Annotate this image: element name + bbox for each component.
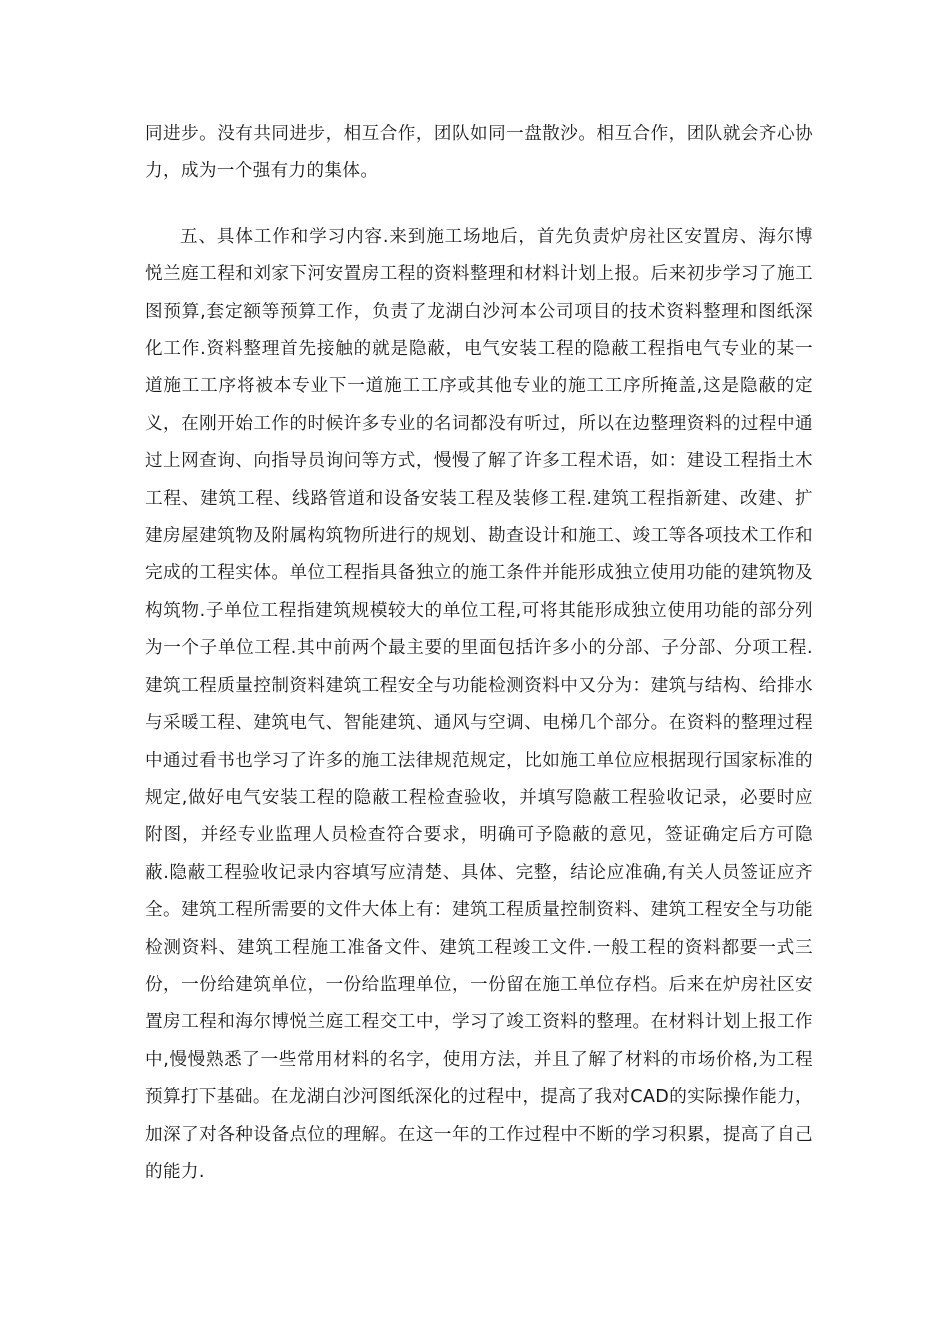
paragraph-continuation: 同进步。没有共同进步，相互合作，团队如同一盘散沙。相互合作，团队就会齐心协力，成为一个强有力的集体。 [145,124,813,182]
document-body [145,116,813,1191]
paragraph-work-and-study: 五、具体工作和学习内容.来到施工场地后，首先负责炉房社区安置房、海尔博悦兰庭工程和刘家下河安置房工程的资料整理和材料计划上报。后来初步学习了施工图预算,套定额等预算工作，负责了龙湖白沙河本公司项目的技术资料整理和图纸深化工作.资料整理首先接触的就是隐蔽，电气安装工程的隐蔽工程指电气专业的某一道施工工序将被本专业下一道施工工序或其他专业的施工工序所掩盖,这是隐蔽的定义，在刚开始工作的时候许多专业的名词都没有听过，所以在边整理资料的过程中通过上网查询、向指导员询问等方式，慢慢了解了许多工程术语，如：建设工程指土木工程、建筑工程、线路管道和设备安装工程及装修工程.建筑工程指新建、改建、扩建房屋建筑物及附属构筑物所进行的规划、勘查设计和施工、竣工等各项技术工作和完成的工程实体。单位工程指具备独立的施工条件并能形成独立使用功能的建筑物及构筑物.子单位工程指建筑规模较大的单位工程,可将其能形成独立使用功能的部分列为一个子单位工程.其中前两个最主要的里面包括许多小的分部、子分部、分项工程.建筑工程质量控制资料建筑工程安全与功能检测资料中又分为：建筑与结构、给排水与采暖工程、建筑电气、智能建筑、通风与空调、电梯几个部分。在资料的整理过程中通过看书也学习了许多的施工法律规范规定，比如施工单位应根据现行国家标准的规定,做好电气安装工程的隐蔽工程检查验收，并填写隐蔽工程验收记录，必要时应附图，并经专业监理人员检查符合要求，明确可予隐蔽的意见，签证确定后方可隐蔽.隐蔽工程验收记录内容填写应清楚、具体、完整，结论应准确,有关人员签证应齐全。建筑工程所需要的文件大体上有：建筑工程质量控制资料、建筑工程安全与功能检测资料、建筑工程施工准备文件、建筑工程竣工文件.一般工程的资料都要一式三份，一份给建筑单位，一份给监理单位，一份留在施工单位存档。后来在炉房社区安置房工程和海尔博悦兰庭工程交工中，学习了竣工资料的整理。在材料计划上报工作中,慢慢熟悉了一些常用材料的名字，使用方法，并且了解了材料的市场价格,为工程预算打下基础。在龙湖白沙河图纸深化的过程中，提高了我对CAD的实际操作能力，加深了对各种设备点位的理解。在这一年的工作过程中不断的学习积累，提高了自己的能力. [145,226,813,1182]
paragraph-spacing [145,191,813,219]
